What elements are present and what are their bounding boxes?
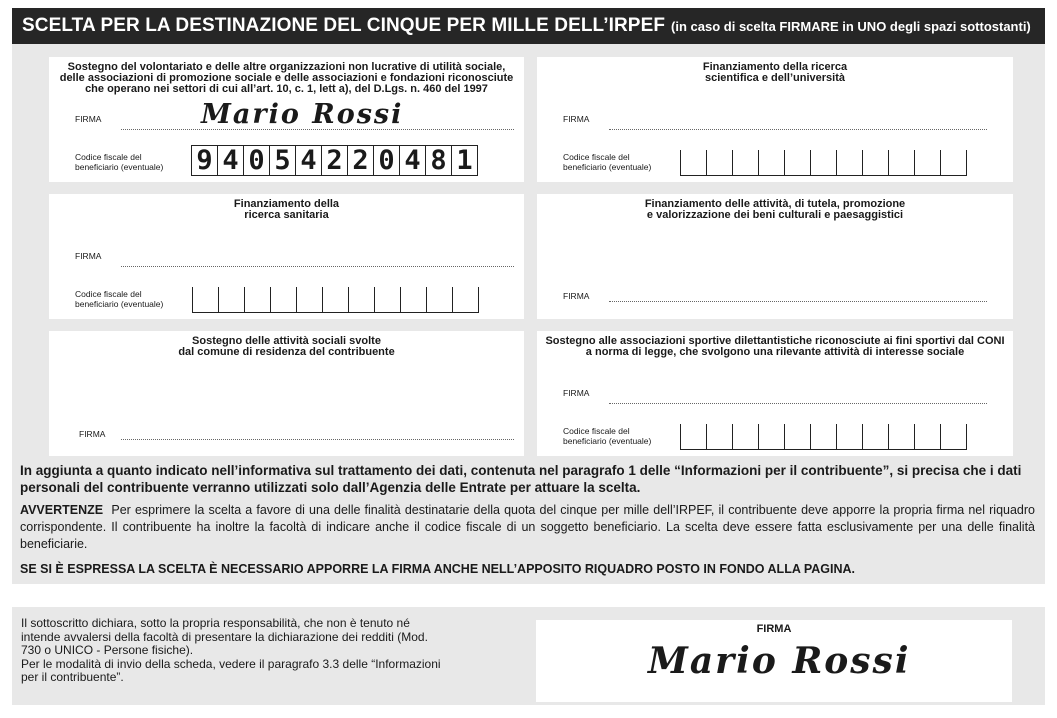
form-subtitle: (in caso di scelta FIRMARE in UNO degli spazi sottostanti) <box>671 18 1031 34</box>
cf-digit-cell[interactable]: 5 <box>270 145 296 176</box>
box-sportive[interactable] <box>537 331 1013 456</box>
cf-label: Codice fiscale del beneficiario (eventuale) <box>75 152 164 172</box>
cf-empty-cell[interactable] <box>733 424 759 450</box>
cf-empty-cell[interactable] <box>837 424 863 450</box>
firma-label: FIRMA <box>563 388 590 398</box>
firma-line[interactable] <box>121 439 514 440</box>
cf-empty-cell[interactable] <box>271 287 297 313</box>
cf-digit-cell[interactable]: 4 <box>296 145 322 176</box>
cf-digit-cell[interactable]: 9 <box>192 145 218 176</box>
cf-digit-cell[interactable]: 0 <box>374 145 400 176</box>
cf-label: Codice fiscale del beneficiario (eventuale) <box>563 426 652 446</box>
cf-empty-cell[interactable] <box>915 150 941 176</box>
cf-empty-cell[interactable] <box>941 150 967 176</box>
codice-fiscale-field[interactable] <box>680 424 967 450</box>
firma-label: FIRMA <box>563 291 590 301</box>
cf-empty-cell[interactable] <box>681 424 707 450</box>
cf-empty-cell[interactable] <box>889 424 915 450</box>
avvertenze-label: AVVERTENZE <box>20 503 104 517</box>
box-attivita-sociali-title: Sostegno delle attività sociali svolte dal comune di residenza del contribuente <box>178 335 395 358</box>
firma-label: FIRMA <box>563 114 590 124</box>
firma-line[interactable] <box>609 301 987 302</box>
box-beni-culturali[interactable] <box>537 194 1013 319</box>
cf-digit-cell[interactable]: 8 <box>426 145 452 176</box>
cf-empty-cell[interactable] <box>915 424 941 450</box>
cf-digit-cell[interactable]: 1 <box>452 145 478 176</box>
firma-label: FIRMA <box>75 251 102 261</box>
cf-empty-cell[interactable] <box>759 150 785 176</box>
cf-empty-cell[interactable] <box>707 150 733 176</box>
firma-line[interactable] <box>609 129 987 130</box>
cf-empty-cell[interactable] <box>837 150 863 176</box>
firma-line[interactable] <box>609 403 987 404</box>
cf-digit-cell[interactable]: 4 <box>400 145 426 176</box>
cf-empty-cell[interactable] <box>193 287 219 313</box>
cf-digit-cell[interactable]: 2 <box>348 145 374 176</box>
box-volontariato-title: Sostegno del volontariato e delle altre organizzazioni non lucrative di utilità sociale, delle associazioni di promozione sociale e delle associazioni e fondazioni riconosciute che operano nei settori di cui all’art. 10, c. 1, lett a), del D.Lgs. n. 460 del 1997 <box>59 61 514 95</box>
cf-empty-cell[interactable] <box>453 287 479 313</box>
firma-line[interactable] <box>121 266 514 267</box>
codice-fiscale-field[interactable] <box>680 150 967 176</box>
box-ricerca-sanitaria-title: Finanziamento della ricerca sanitaria <box>233 198 340 221</box>
final-firma-label: FIRMA <box>756 623 792 635</box>
cf-empty-cell[interactable] <box>323 287 349 313</box>
final-signature-box[interactable] <box>536 620 1012 702</box>
box-ricerca-sanitaria[interactable] <box>49 194 524 319</box>
declaration-panel <box>12 607 1045 705</box>
firma-label: FIRMA <box>75 114 102 124</box>
cf-empty-cell[interactable] <box>785 424 811 450</box>
cf-empty-cell[interactable] <box>863 150 889 176</box>
cf-empty-cell[interactable] <box>427 287 453 313</box>
cf-empty-cell[interactable] <box>759 424 785 450</box>
cf-empty-cell[interactable] <box>349 287 375 313</box>
cf-empty-cell[interactable] <box>811 424 837 450</box>
cf-empty-cell[interactable] <box>401 287 427 313</box>
cf-digit-cell[interactable]: 0 <box>244 145 270 176</box>
declaration-text: Il sottoscritto dichiara, sotto la propria responsabilità, che non è tenuto né intende avvalersi della facoltà di presentare la dichiarazione dei redditi (Mod. 730 o UNICO - Persone fisiche). Per le modalità di invio della scheda, vedere il paragrafo 3.3 delle “Informazioni per il contribuente”. <box>21 616 441 684</box>
box-attivita-sociali[interactable] <box>49 331 524 456</box>
cf-empty-cell[interactable] <box>245 287 271 313</box>
avvertenze-text: Per esprimere la scelta a favore di una delle finalità destinatarie della quota del cinque per mille dell’IRPEF, il contribuente deve apporre la propria firma nel riquadro corrispondente. Il contribuente ha inoltre la facoltà di indicare anche il codice fiscale di un soggetto beneficiario. La scelta deve essere fatta esclusivamente per una delle finalità beneficiarie. <box>20 503 1035 551</box>
informativa-note: In aggiunta a quanto indicato nell’informativa sul trattamento dei dati, contenuta nel paragrafo 1 delle “Informazioni per il contribuente”, si precisa che i dati personali del contribuente verranno utilizzati solo dall’Agenzia delle Entrate per attuare la scelta. <box>20 463 1022 495</box>
cf-empty-cell[interactable] <box>375 287 401 313</box>
firma-label: FIRMA <box>79 429 106 439</box>
codice-fiscale-field[interactable] <box>191 145 478 176</box>
cf-empty-cell[interactable] <box>941 424 967 450</box>
box-sportive-title: Sostegno alle associazioni sportive dilettantistiche riconosciute ai fini sportivi dal CONI a norma di legge, che svolgono una rilevante attività di interesse sociale <box>545 335 1005 358</box>
box-volontariato[interactable] <box>49 57 524 182</box>
cf-empty-cell[interactable] <box>219 287 245 313</box>
cf-empty-cell[interactable] <box>681 150 707 176</box>
cf-empty-cell[interactable] <box>707 424 733 450</box>
warning-note: SE SI È ESPRESSA LA SCELTA È NECESSARIO APPORRE LA FIRMA ANCHE NELL’APPOSITO RIQUADRO POSTO IN FONDO ALLA PAGINA. <box>20 562 856 576</box>
form-header <box>12 8 1045 44</box>
cf-empty-cell[interactable] <box>811 150 837 176</box>
cf-label: Codice fiscale del beneficiario (eventuale) <box>563 152 652 172</box>
cf-empty-cell[interactable] <box>297 287 323 313</box>
cf-label: Codice fiscale del beneficiario (eventuale) <box>75 289 164 309</box>
box-ricerca-scientifica-title: Finanziamento della ricerca scientifica e dell’università <box>702 61 848 84</box>
cf-digit-cell[interactable]: 4 <box>218 145 244 176</box>
avvertenze-note <box>20 502 1035 553</box>
cf-empty-cell[interactable] <box>863 424 889 450</box>
cf-empty-cell[interactable] <box>785 150 811 176</box>
final-signature: Mario Rossi <box>648 640 911 682</box>
codice-fiscale-field[interactable] <box>192 287 479 313</box>
box-beni-culturali-title: Finanziamento delle attività, di tutela, promozione e valorizzazione dei beni culturali e paesaggistici <box>644 198 906 221</box>
box-ricerca-scientifica[interactable] <box>537 57 1013 182</box>
cf-empty-cell[interactable] <box>733 150 759 176</box>
cf-digit-cell[interactable]: 2 <box>322 145 348 176</box>
signature-volontariato: Mario Rossi <box>201 99 404 130</box>
form-title: SCELTA PER LA DESTINAZIONE DEL CINQUE PER MILLE DELL’IRPEF <box>22 15 666 36</box>
cf-empty-cell[interactable] <box>889 150 915 176</box>
